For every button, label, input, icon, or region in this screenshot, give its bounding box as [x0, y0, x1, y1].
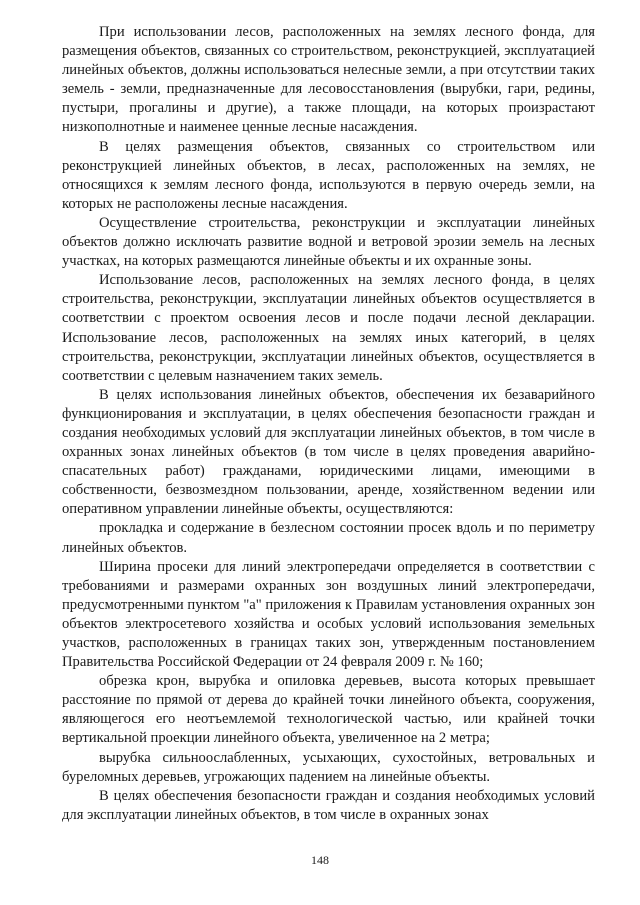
paragraph: Ширина просеки для линий электропередачи определяется в соответствии с требованиями и размерами охранных зон воздушных линий электропередачи, предусмотренными пунктом "а" приложения к Правилам установления охранных зон объектов электросетевого хозяйства и особых условий использования земельных участков, расположенных в границах таких зон, утвержденным постановлением Правительства Российской Федерации от 24 февраля 2009 г. № 160;: [62, 558, 595, 671]
paragraph: Использование лесов, расположенных на землях лесного фонда, в целях строительства, реконструкции, эксплуатации линейных объектов осуществляется в соответствии с проектом освоения лесов и после подачи лесной декларации. Использование лесов, расположенных на землях иных категорий, в целях строительства, реконструкции, эксплуатации линейных объектов, осуществляется в соответствии с целевым назначением таких земель.: [62, 272, 595, 384]
paragraph: обрезка крон, вырубка и опиловка деревьев, высота которых превышает расстояние по прямой от дерева до крайней точки линейного объекта, сооружения, являющегося его неотъемлемой технологической частью, или крайней точки вертикальной проекции линейного объекта, увеличенное на 2 метра;: [62, 673, 595, 747]
document-body: [62, 23, 595, 825]
paragraph: вырубка сильноослабленных, усыхающих, сухостойных, ветровальных и буреломных деревьев, угрожающих падением на линейные объекты.: [62, 749, 595, 785]
paragraph: В целях использования линейных объектов, обеспечения их безаварийного функционирования и эксплуатации, в целях обеспечения безопасности граждан и создания необходимых условий для эксплуатации линейных объектов, в том числе в охранных зонах линейных объектов (в том числе в целях проведения аварийно-спасательных работ) гражданами, юридическими лицами, имеющими в собственности, безвозмездном пользовании, аренде, хозяйственном ведении или оперативном управлении линейные объекты, осуществляются:: [62, 386, 595, 518]
paragraph: Осуществление строительства, реконструкции и эксплуатации линейных объектов должно исключать развитие водной и ветровой эрозии земель на лесных участках, на которых размещаются линейные объекты и их охранные зоны.: [62, 214, 595, 270]
paragraph: В целях обеспечения безопасности граждан и создания необходимых условий для эксплуатации линейных объектов, в том числе в охранных зонах: [62, 787, 595, 823]
page-number: 148: [311, 853, 329, 867]
paragraph: При использовании лесов, расположенных на землях лесного фонда, для размещения объектов, связанных со строительством, реконструкцией, эксплуатацией линейных объектов, должны использоваться нелесные земли, а при отсутствии таких земель - земли, предназначенные для лесовосстановления (вырубки, гари, редины, пустыри, прогалины и другие), а также площади, на которых произрастают низкополнотные и наименее ценные лесные насаждения.: [62, 24, 595, 136]
paragraph: В целях размещения объектов, связанных со строительством или реконструкцией линейных объектов, в лесах, расположенных на землях, не относящихся к землям лесного фонда, используются в первую очередь земли, на которых не расположены лесные насаждения.: [62, 138, 595, 212]
paragraph: прокладка и содержание в безлесном состоянии просек вдоль и по периметру линейных объектов.: [62, 520, 595, 556]
